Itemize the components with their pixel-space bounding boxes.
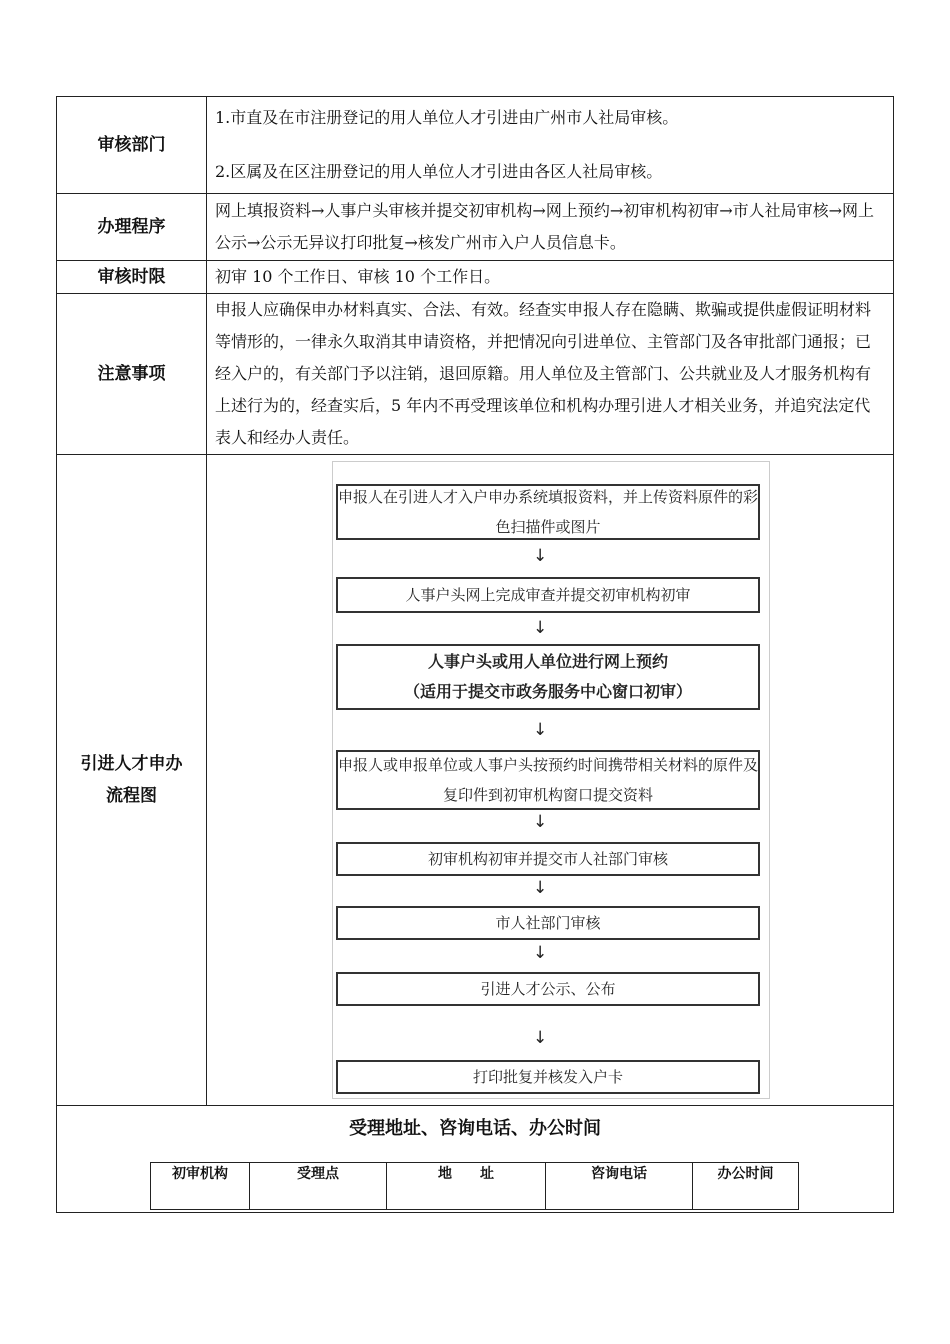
flow-step-4: 申报人或申报单位或人事户头按预约时间携带相关材料的原件及复印件到初审机构窗口提交资料	[336, 750, 760, 810]
review-dept-line2: 2.区属及在区注册登记的用人单位人才引进由各区人社局审核。	[215, 162, 663, 181]
flow-arrow-6: ↓	[533, 943, 548, 963]
flowchart-label	[57, 455, 207, 1106]
flow-step-3-line1: 人事户头或用人单位进行网上预约	[427, 652, 668, 671]
header-initial-review-org: 初审机构	[151, 1163, 250, 1210]
flow-step-5: 初审机构初审并提交市人社部门审核	[336, 842, 760, 876]
flow-arrow-4: ↓	[533, 812, 548, 832]
flow-step-1: 申报人在引进人才入户申办系统填报资料，并上传资料原件的彩色扫描件或图片	[336, 484, 760, 540]
flow-step-6: 市人社部门审核	[336, 906, 760, 940]
row-review-dept	[57, 97, 894, 194]
flow-arrow-7: ↓	[533, 1028, 548, 1048]
flow-step-3	[336, 644, 760, 710]
flow-arrow-5: ↓	[533, 878, 548, 898]
procedure-label: 办理程序	[57, 194, 207, 261]
notes-content: 申报人应确保申办材料真实、合法、有效。经查实申报人存在隐瞒、欺骗或提供虚假证明材料等情形的，一律永久取消其申请资格，并把情况向引进单位、主管部门及各审批部门通报；已经入户的，有关部门予以注销，退回原籍。用人单位及主管部门、公共就业及人才服务机构有上述行为的，经查实后，5 年内不再受理该单位和机构办理引进人才相关业务，并追究法定代表人和经办人责任。	[207, 294, 894, 455]
flow-arrow-3: ↓	[533, 720, 548, 740]
flow-step-8: 打印批复并核发入户卡	[336, 1060, 760, 1094]
flow-step-2: 人事户头网上完成审查并提交初审机构初审	[336, 577, 760, 613]
flowchart-label-line1: 引进人才申办	[80, 754, 183, 774]
time-limit-label: 审核时限	[57, 261, 207, 294]
notes-label: 注意事项	[57, 294, 207, 455]
row-flowchart	[57, 455, 894, 1106]
row-time-limit	[57, 261, 894, 294]
review-dept-line1: 1.市直及在市注册登记的用人单位人才引进由广州市人社局审核。	[215, 108, 679, 127]
row-notes	[57, 294, 894, 455]
review-dept-content	[207, 97, 894, 194]
flowchart	[332, 461, 770, 1099]
info-table	[56, 96, 894, 1213]
header-office-hours: 办公时间	[693, 1163, 799, 1210]
review-dept-label: 审核部门	[57, 97, 207, 194]
contact-header-table	[150, 1162, 799, 1210]
row-contact	[57, 1106, 894, 1213]
time-limit-content: 初审 10 个工作日、审核 10 个工作日。	[207, 261, 894, 294]
header-phone: 咨询电话	[546, 1163, 693, 1210]
header-address: 地 址	[387, 1163, 546, 1210]
contact-title: 受理地址、咨询电话、办公时间	[349, 1118, 601, 1139]
flowchart-label-line2: 流程图	[106, 786, 157, 806]
row-procedure	[57, 194, 894, 261]
procedure-content: 网上填报资料→人事户头审核并提交初审机构→网上预约→初审机构初审→市人社局审核→网上公示→公示无异议打印批复→核发广州市入户人员信息卡。	[207, 194, 894, 261]
header-acceptance-point: 受理点	[250, 1163, 387, 1210]
flow-arrow-2: ↓	[533, 618, 548, 638]
flow-step-7: 引进人才公示、公布	[336, 972, 760, 1006]
flow-arrow-1: ↓	[533, 546, 548, 566]
flowchart-cell	[207, 455, 894, 1106]
contact-cell	[57, 1106, 894, 1213]
flow-step-3-line2: （适用于提交市政务服务中心窗口初审）	[403, 682, 692, 701]
